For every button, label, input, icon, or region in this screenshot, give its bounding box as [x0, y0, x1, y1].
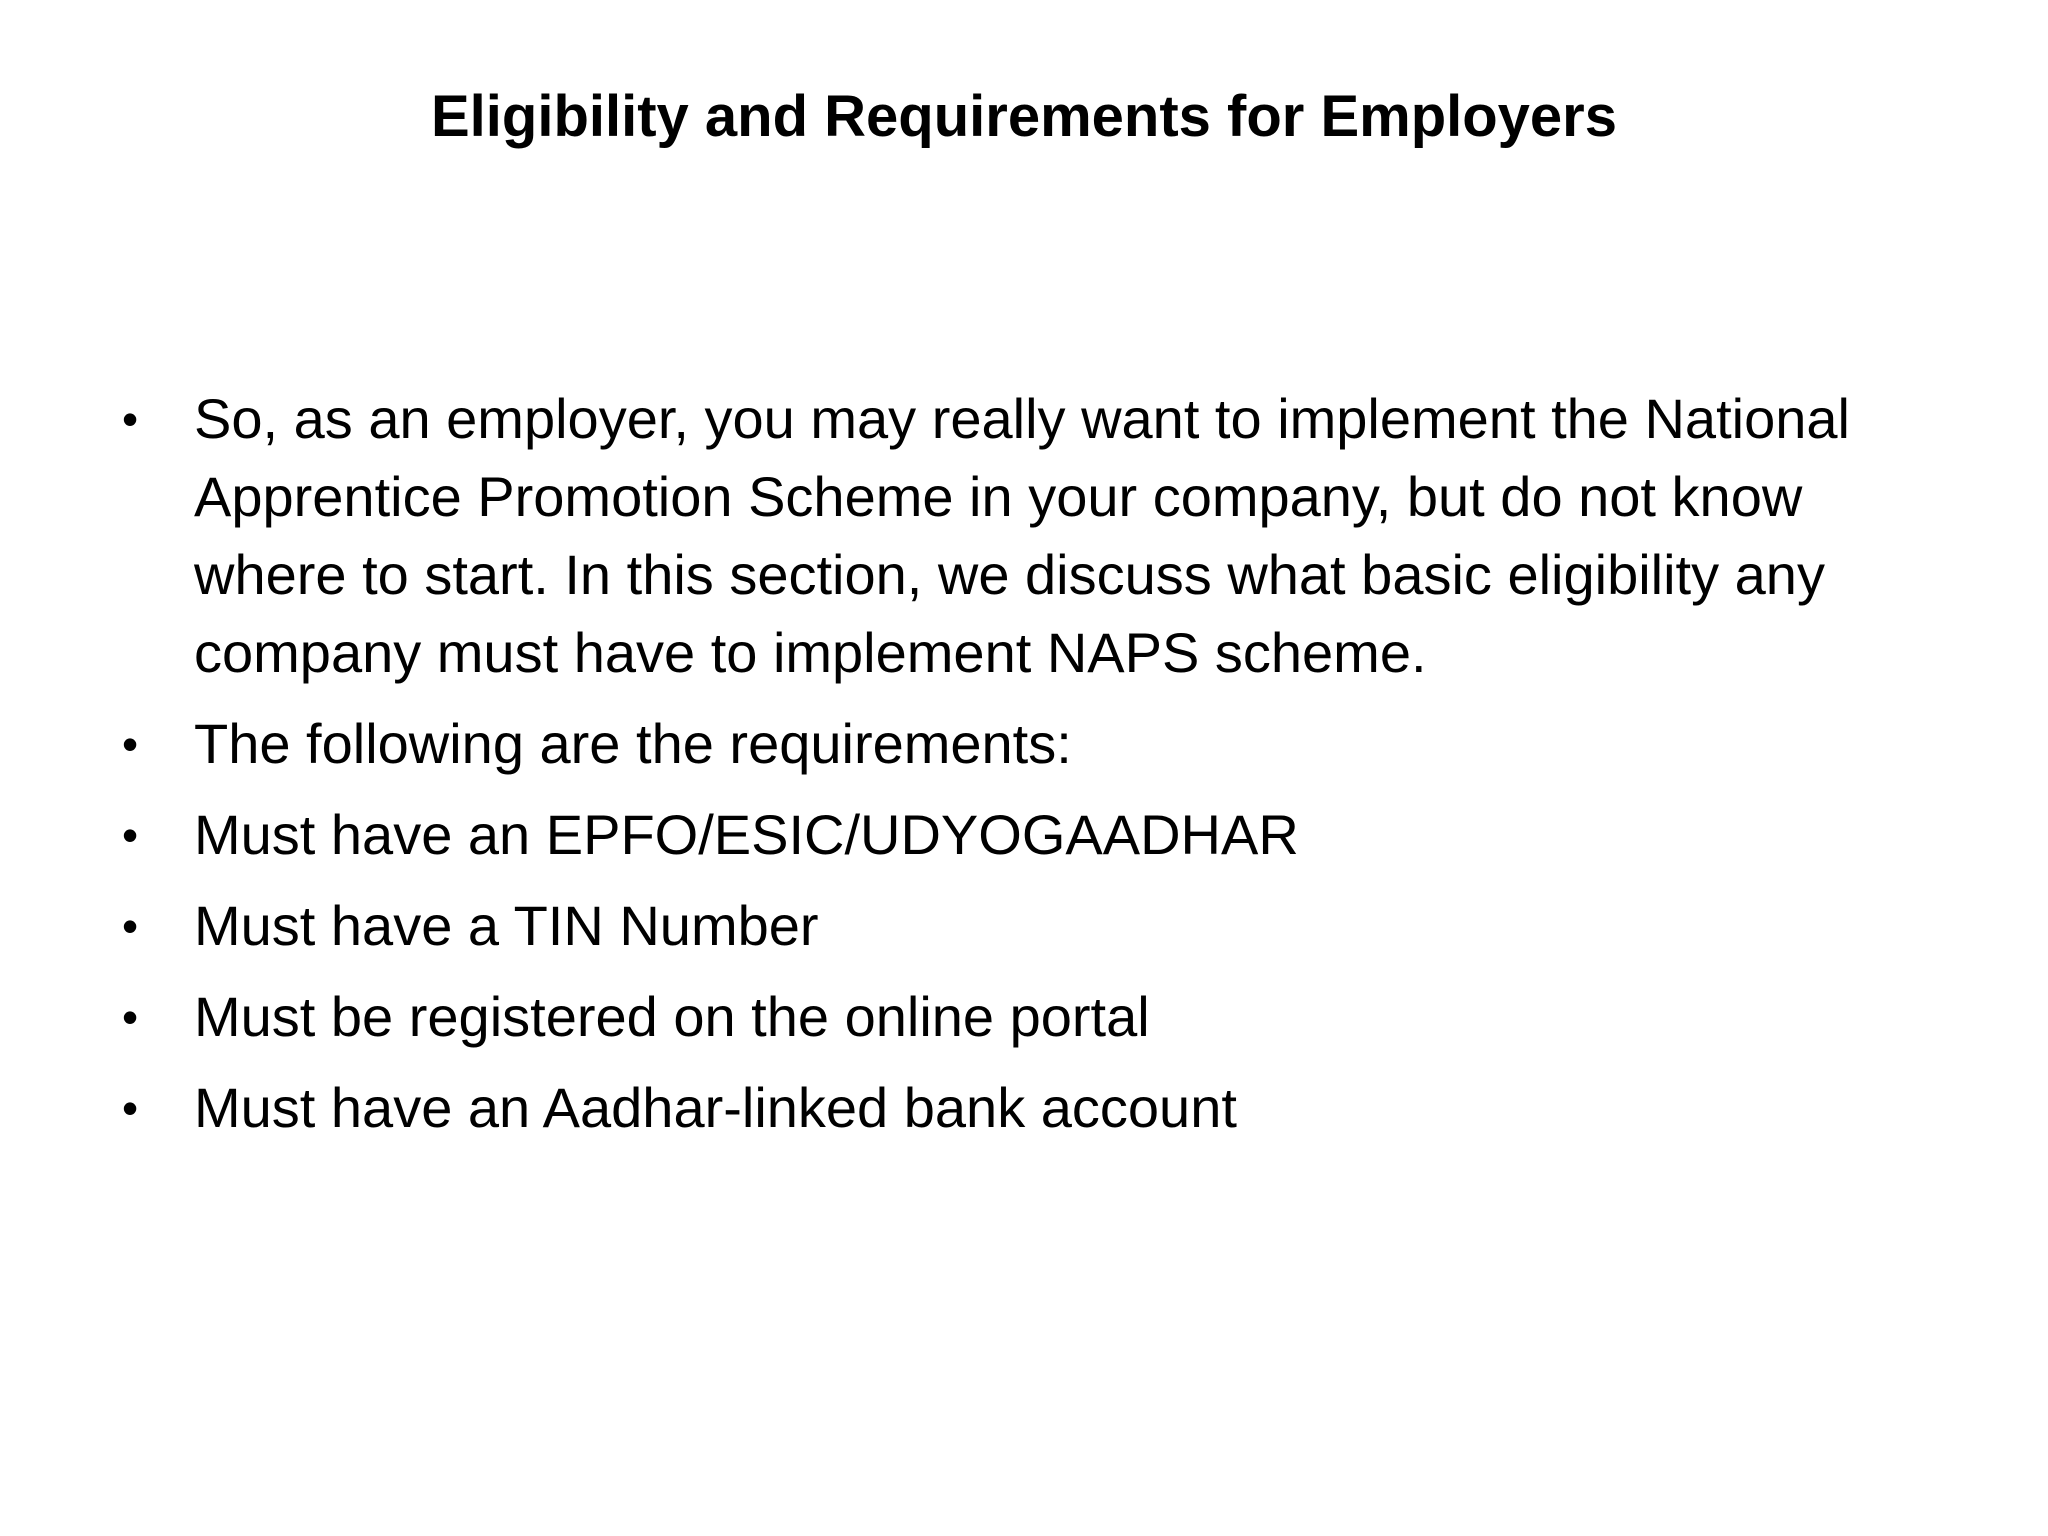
bullet-item [122, 380, 1922, 692]
bullet-text-requirements-heading: The following are the requirements: [194, 712, 1072, 775]
bullet-text-tin: Must have a TIN Number [194, 894, 819, 957]
bullet-item [122, 796, 1922, 874]
bullet-icon: • [122, 393, 139, 445]
bullet-icon: • [122, 991, 139, 1043]
bullet-text-epfo: Must have an EPFO/ESIC/UDYOGAADHAR [194, 803, 1299, 866]
bullet-item [122, 1069, 1922, 1147]
bullet-icon: • [122, 1082, 139, 1134]
bullet-item [122, 705, 1922, 783]
bullet-icon: • [122, 900, 139, 952]
bullet-item [122, 978, 1922, 1056]
bullet-text-portal: Must be registered on the online portal [194, 985, 1150, 1048]
bullet-icon: • [122, 718, 139, 770]
bullet-text-bank: Must have an Aadhar-linked bank account [194, 1076, 1237, 1139]
bullet-icon: • [122, 809, 139, 861]
bullet-text-intro: So, as an employer, you may really want to implement the National Apprentice Promotion Scheme in your company, but do not know where to start. In this section, we discuss what basic eligibility any company must have to implement NAPS scheme. [194, 387, 1850, 684]
slide-title: Eligibility and Requirements for Employers [430, 84, 1618, 149]
bullet-list [122, 380, 1922, 1160]
bullet-item [122, 887, 1922, 965]
